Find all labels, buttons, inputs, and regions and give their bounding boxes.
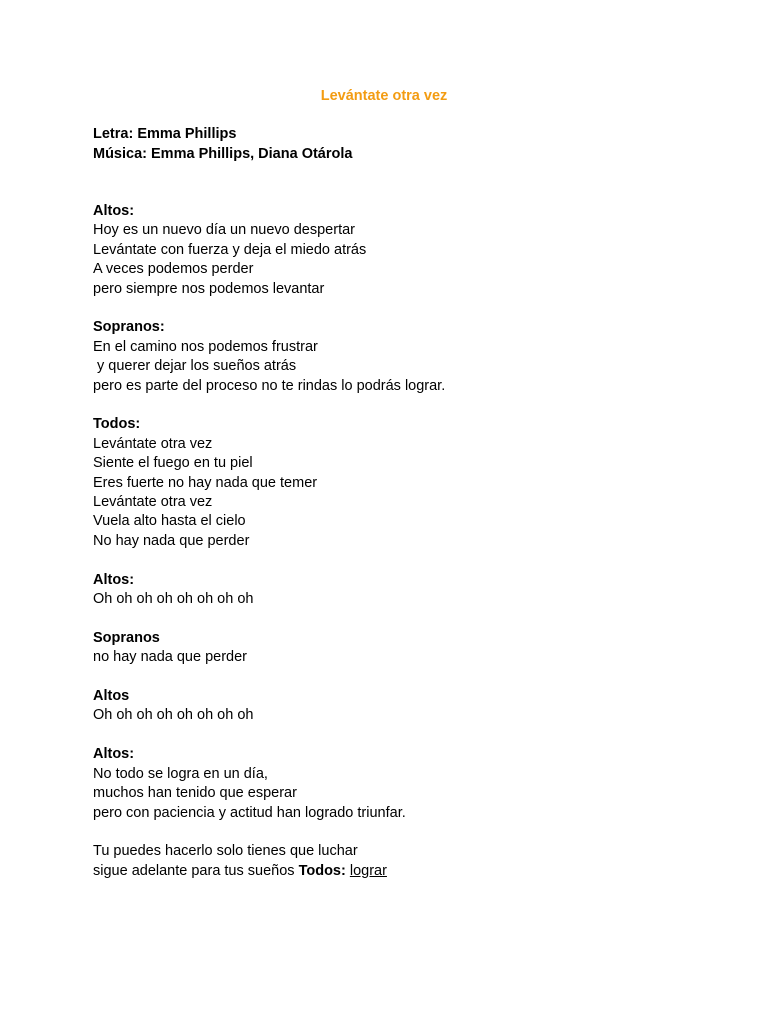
lyric-line: Levántate otra vez [93,494,213,511]
lyric-line: pero con paciencia y actitud han logrado triunfar. [93,804,406,821]
lyrics-section [93,745,733,823]
lyric-line: muchos han tenido que esperar [93,785,297,802]
music-credit: Música: Emma Phillips, Diana Otárola [93,146,353,162]
lyrics-section [93,202,733,299]
final-lyrics-section [93,842,733,881]
lyrics-section [93,415,733,551]
underlined-lyric-word: lograr [349,862,387,879]
section-heading: Altos: [93,746,135,763]
lyric-line-with-part-marker [93,862,733,881]
lyrics-section [93,318,733,396]
lyric-line: Vuela alto hasta el cielo [93,513,246,530]
lyric-line: no hay nada que perder [93,649,247,666]
lyric-line: Siente el fuego en tu piel [93,455,253,472]
lyrics-body [93,202,733,901]
lyric-line: y querer dejar los sueños atrás [93,358,297,375]
lyric-line: Levántate otra vez [93,435,213,452]
lyric-line: No todo se logra en un día, [93,765,268,782]
section-heading: Altos: [93,571,135,588]
lyric-line: Tu puedes hacerlo solo tienes que luchar [93,843,358,860]
lyric-line: En el camino nos podemos frustrar [93,338,318,355]
lyric-line: pero siempre nos podemos levantar [93,280,325,297]
credits-block [93,124,352,164]
section-heading: Todos: [93,416,141,433]
lyric-text: sigue adelante para tus sueños [93,862,299,879]
part-marker: Todos: [298,862,346,879]
lyric-line: Eres fuerte no hay nada que temer [93,474,318,491]
lyric-line: Hoy es un nuevo día un nuevo despertar [93,222,355,239]
lyric-line: Levántate con fuerza y deja el miedo atrás [93,241,367,258]
section-heading: Altos [93,688,130,705]
lyric-line: No hay nada que perder [93,532,250,549]
lyric-line: A veces podemos perder [93,261,254,278]
lyric-line: Oh oh oh oh oh oh oh oh [93,591,254,608]
lyric-line: Oh oh oh oh oh oh oh oh [93,707,254,724]
lyrics-section [93,629,733,668]
lyrics-section [93,687,733,726]
section-heading: Sopranos [93,629,160,646]
section-heading: Sopranos: [93,319,165,336]
section-heading: Altos: [93,203,135,219]
lyrics-credit: Letra: Emma Phillips [93,126,237,142]
lyrics-section [93,571,733,610]
document-title: Levántate otra vez [320,88,448,104]
lyric-line: pero es parte del proceso no te rindas lo podrás lograr. [93,377,446,394]
